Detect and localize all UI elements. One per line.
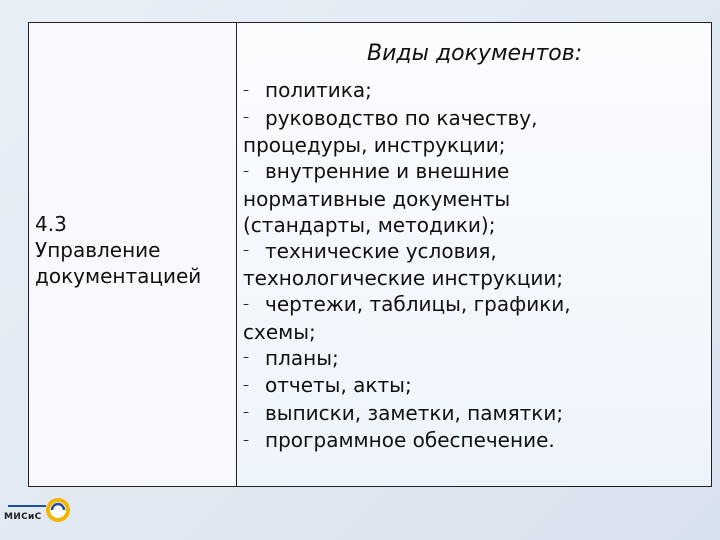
document-type-text: нормативные документы [243,186,511,211]
document-type-item [243,372,707,400]
document-type-item [243,427,707,455]
document-type-text: программное обеспечение. [265,428,555,452]
documents-column [237,23,711,486]
misis-logo [0,490,72,534]
document-type-item [243,265,707,291]
document-type-item [243,291,707,319]
document-type-text: выписки, заметки, памятки; [265,400,564,425]
document-type-text: технические условия, [265,238,497,263]
section-number: 4.3 [35,212,67,236]
dash-marker: – [243,163,249,178]
logo-text: МИСиС [4,512,42,522]
dash-marker: – [243,82,249,97]
content-table [28,22,712,487]
document-type-text: чертежи, таблицы, графики, [265,292,571,316]
document-type-text: руководство по качеству, [265,105,538,130]
dash-marker: – [243,350,249,364]
dash-marker: – [243,243,249,257]
document-type-item [243,345,707,373]
dash-marker: – [243,432,249,447]
document-type-text: процедуры, инструкции; [243,133,506,157]
document-types-list [243,77,707,455]
dash-marker: – [243,405,249,419]
document-type-item [243,186,707,212]
document-type-item [243,158,707,186]
document-type-text: технологические инструкции; [243,266,564,290]
document-type-item [243,212,707,238]
document-type-text: схемы; [243,319,316,344]
section-title-line2: документацией [35,264,202,288]
document-type-text: политика; [265,78,372,102]
document-type-text: внутренние и внешние [265,159,510,183]
document-type-item [243,132,707,158]
dash-marker: – [243,296,249,311]
document-type-item [243,319,707,345]
document-type-text: (стандарты, методики); [243,212,496,237]
section-label [35,211,201,289]
dash-marker: – [243,377,249,392]
document-type-text: планы; [265,345,339,370]
document-type-text: отчеты, акты; [265,373,412,397]
document-type-item [243,77,707,105]
dash-marker: – [243,110,249,124]
section-title-line1: Управление [35,238,161,262]
document-type-item [243,400,707,428]
document-type-item [243,238,707,266]
document-types-title: Виды документов: [367,41,583,66]
document-type-item [243,105,707,133]
section-column [29,23,237,486]
